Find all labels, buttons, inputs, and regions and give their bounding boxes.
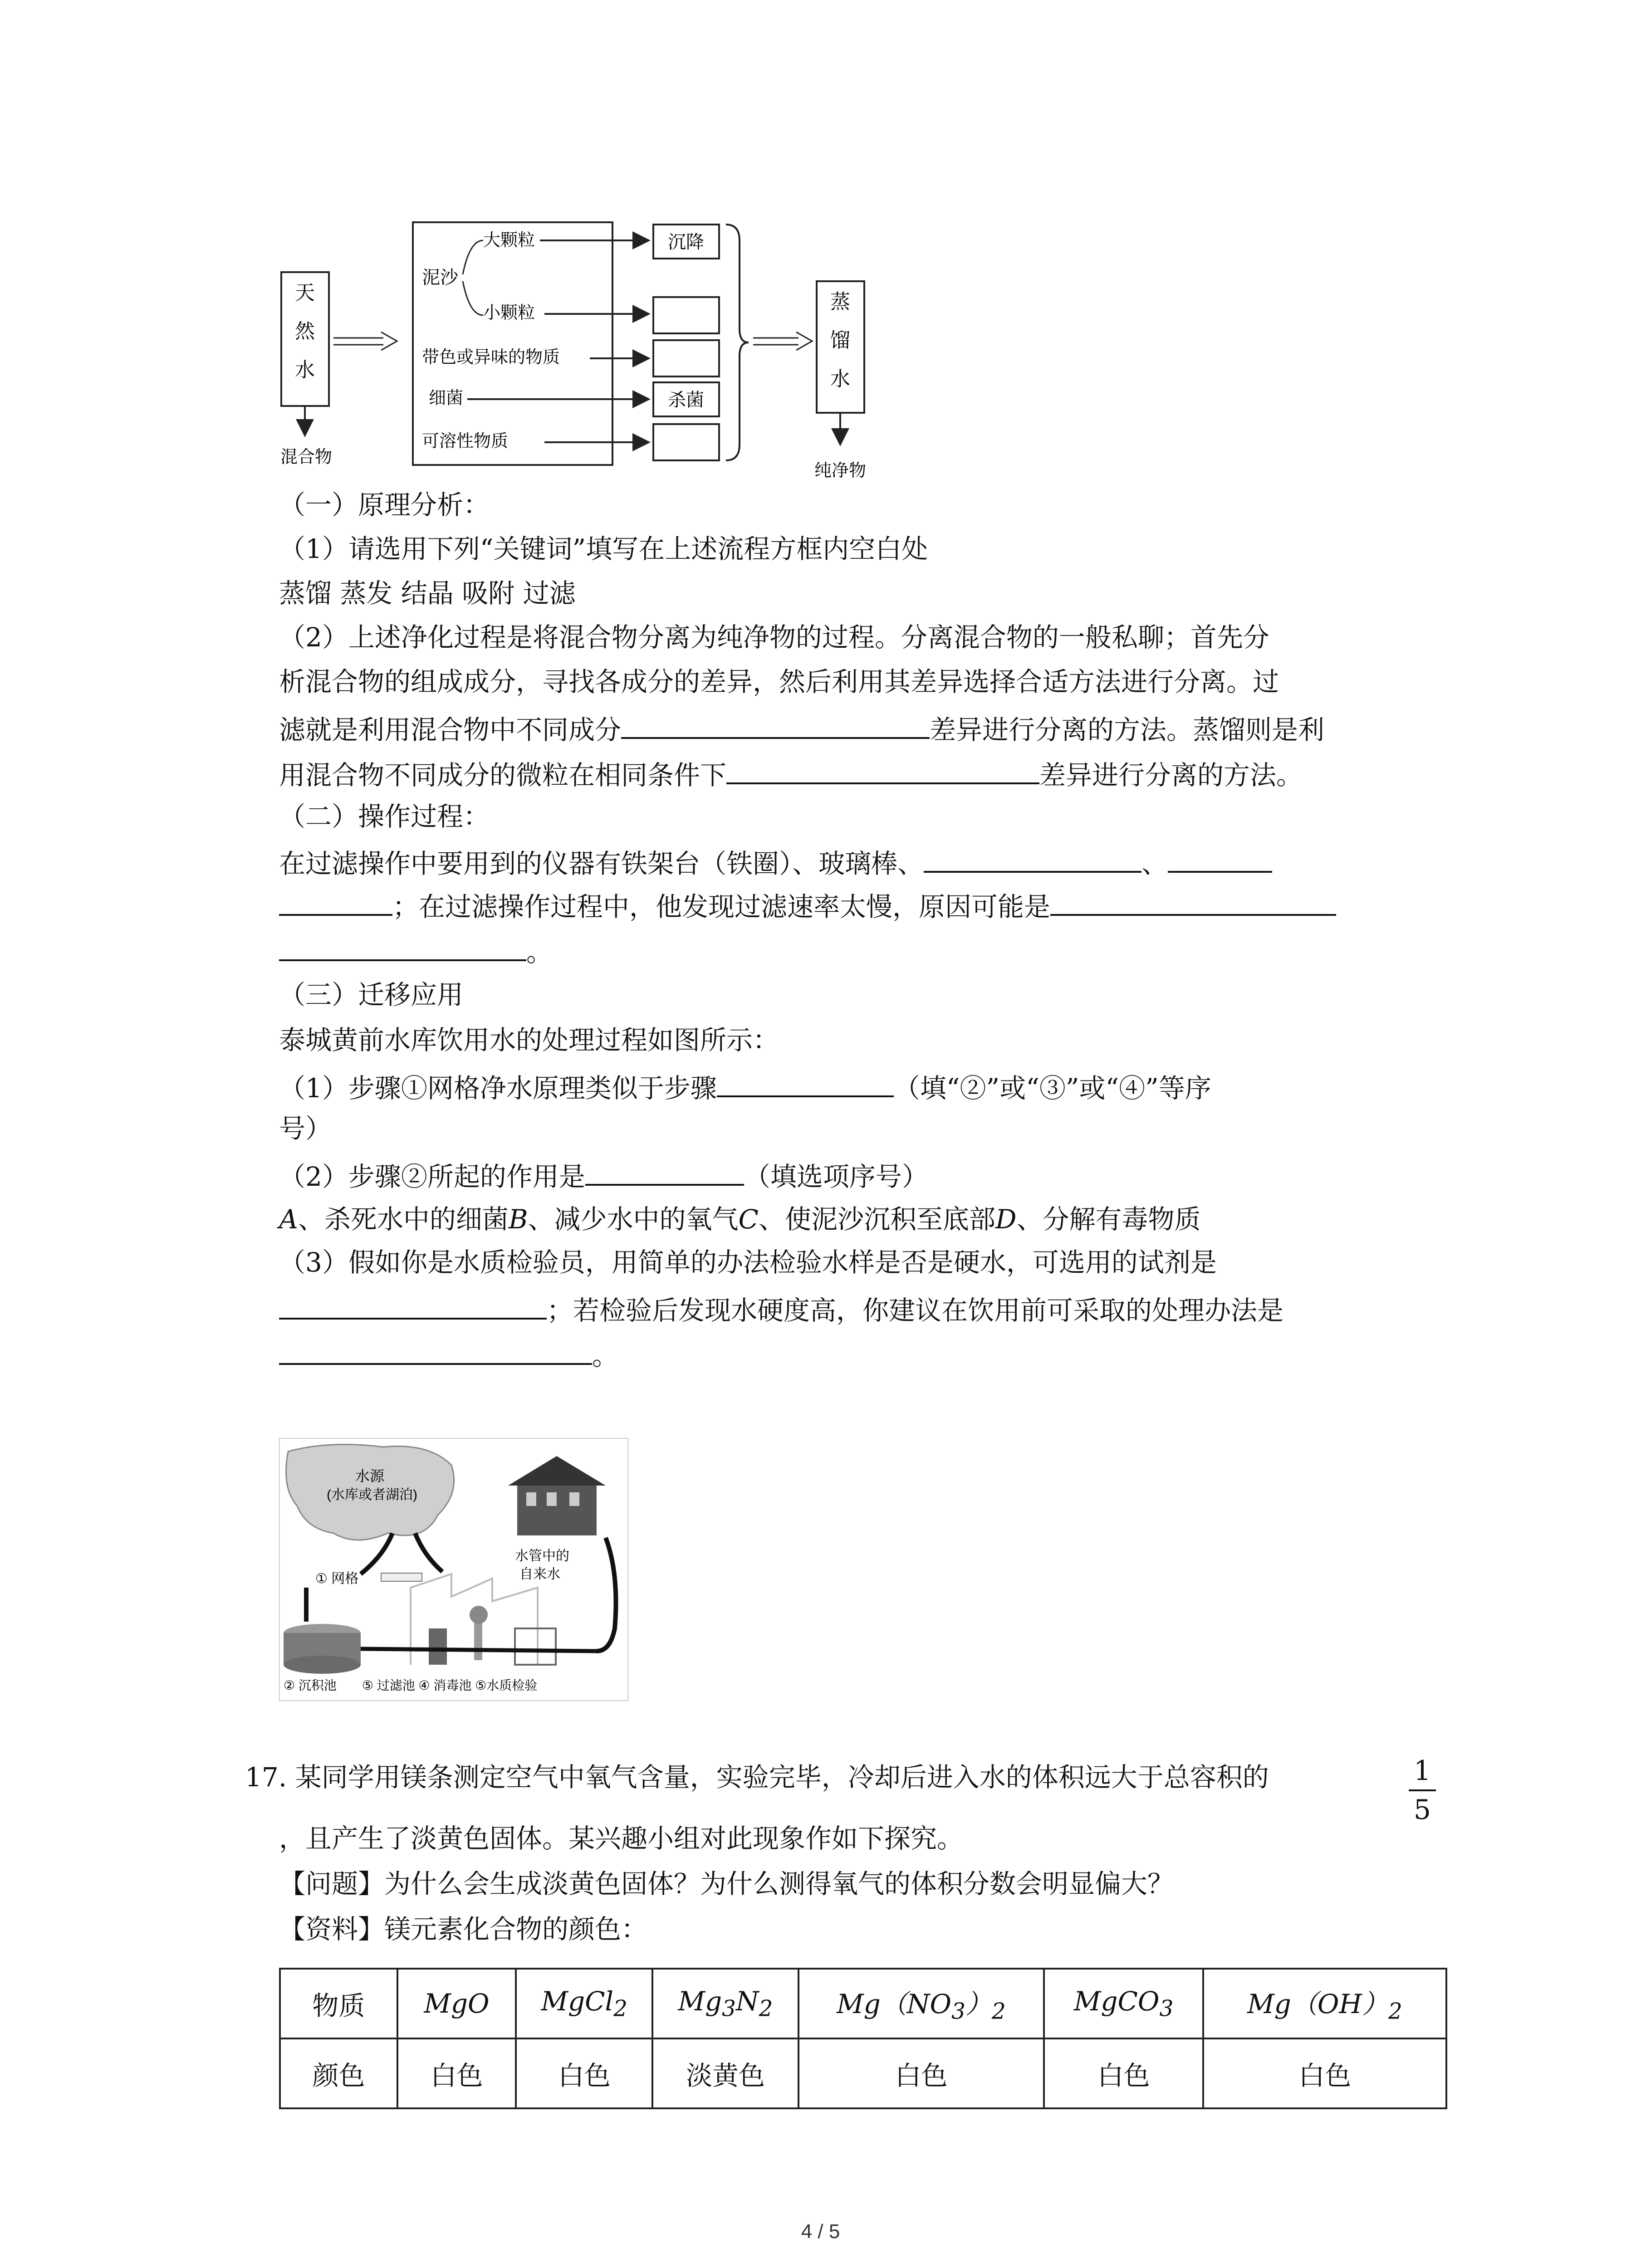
fraction-one-fifth — [1409, 1753, 1436, 1828]
section1-title: （一）原理分析： — [279, 489, 490, 520]
text: 差异进行分离的方法。 — [1039, 760, 1303, 791]
answer-blank-option[interactable] — [585, 1157, 744, 1186]
text: （填“②”或“③”或“④”等序 — [893, 1073, 1211, 1104]
option-c-letter: C — [738, 1204, 759, 1235]
text: 差异进行分离的方法。蒸馏则是利 — [930, 714, 1325, 745]
answer-blank-treatment[interactable] — [279, 1336, 592, 1365]
fraction-denominator: 5 — [1413, 1794, 1431, 1826]
answer-blank-instrument-2a[interactable] — [1168, 844, 1272, 873]
blank-box-3 — [653, 424, 719, 460]
blank-box-2 — [653, 340, 719, 376]
grid-icon — [381, 1573, 422, 1581]
answer-blank-step[interactable] — [717, 1068, 894, 1097]
formula-mg3n2: $Mg_3N_2$ — [652, 1969, 798, 2038]
sec3-q1-line-b: 号） — [279, 1113, 332, 1144]
distilled-char-1: 蒸 — [830, 291, 850, 313]
keywords: 蒸馏 蒸发 结晶 吸附 过滤 — [279, 578, 576, 609]
water-treatment-illustration — [279, 1438, 628, 1701]
color-cell: 白色 — [516, 2038, 652, 2108]
formula-mgcl2: MgCl$_2$ — [516, 1969, 652, 2038]
section3-title: （三）迁移应用 — [279, 979, 464, 1010]
purification-flow-diagram — [272, 213, 907, 494]
small-particle-label: 小颗粒 — [483, 303, 535, 323]
tianran-char-3: 水 — [295, 359, 315, 381]
row-label-substance: 物质 — [280, 1969, 397, 2038]
q17-line-2: ，且产生了淡黄色固体。某兴趣小组对此现象作如下探究。 — [279, 1823, 964, 1854]
text: 用混合物不同成分的微粒在相同条件下 — [279, 760, 727, 791]
sec3-options — [279, 1202, 1200, 1237]
option-a-letter: A — [279, 1204, 298, 1235]
table-row — [280, 1969, 1446, 2038]
formula-mgo: MgO — [397, 1969, 516, 2038]
text: 。 — [526, 937, 553, 968]
water-source-sub: (水库或者湖泊) — [327, 1487, 417, 1502]
sec1-q1: （1）请选用下列“关键词”填写在上述流程方框内空白处 — [279, 533, 928, 564]
text: ；若检验后发现水硬度高，你建议在饮用前可采取的处理办法是 — [547, 1295, 1284, 1326]
soluble-label: 可溶性物质 — [422, 432, 509, 451]
answer-blank-reagent[interactable] — [279, 1290, 547, 1320]
blank-box-1 — [653, 297, 719, 333]
text: 滤就是利用混合物中不同成分 — [279, 714, 622, 745]
pure-label: 纯净物 — [814, 461, 867, 480]
row-label-color: 颜色 — [280, 2038, 397, 2108]
formula-mgno32: $Mg(NO_3)_2$ — [798, 1969, 1044, 2038]
tianran-char-2: 然 — [295, 320, 315, 342]
fraction-bar — [1409, 1789, 1436, 1791]
sedimentation-box: 沉降 — [668, 232, 704, 252]
color-cell: 淡黄色 — [652, 2038, 798, 2108]
answer-blank-instrument-1[interactable] — [924, 844, 1141, 873]
formula-mgoh2: $Mg(OH)_2$ — [1203, 1969, 1446, 2038]
answer-blank-filtration[interactable] — [621, 710, 930, 739]
sec2-line-b — [279, 887, 1336, 924]
sec2-line-a — [279, 844, 1272, 881]
page-number: 4 / 5 — [801, 2220, 840, 2243]
question-number: 17. — [245, 1762, 287, 1793]
distilled-char-3: 水 — [830, 368, 850, 390]
text: 、 — [1141, 848, 1168, 879]
text: （1）步骤①网格净水原理类似于步骤 — [279, 1073, 717, 1104]
tap-label-2: 自来水 — [519, 1567, 560, 1582]
nisha-label: 泥沙 — [422, 268, 458, 288]
tianran-char-1: 天 — [295, 282, 315, 304]
grid-label: ① 网格 — [315, 1571, 359, 1586]
sec1-q2-line-a: （2）上述净化过程是将混合物分离为纯净物的过程。分离混合物的一般私聊；首先分 — [279, 622, 1269, 653]
tap-label-1: 水管中的 — [515, 1549, 569, 1564]
answer-blank-instrument-2b[interactable] — [279, 887, 392, 916]
fraction-numerator: 1 — [1413, 1755, 1431, 1787]
option-d-letter: D — [995, 1204, 1017, 1235]
sterilize-box: 杀菌 — [668, 390, 704, 410]
sec3-q2 — [279, 1157, 928, 1194]
sec3-q3-line-a: （3）假如你是水质检验员，用简单的办法检验水样是否是硬水，可选用的试剂是 — [279, 1247, 1217, 1278]
sec3-q3-line-b — [279, 1290, 1283, 1328]
option-b-text: 、减少水中的氧气 — [528, 1204, 739, 1235]
q17-line-1 — [245, 1760, 1269, 1794]
distilled-char-2: 馏 — [830, 329, 850, 352]
bacteria-label: 细菌 — [429, 389, 464, 408]
text: 在过滤操作中要用到的仪器有铁架台（铁圈）、玻璃棒、 — [279, 848, 924, 879]
process-steps-label: ② 沉积池 ⑤ 过滤池 ④ 消毒池 ⑤水质检验 — [284, 1678, 538, 1692]
water-source-label: 水源 — [355, 1468, 385, 1484]
color-cell: 白色 — [1044, 2038, 1203, 2108]
sec3-q3-line-c — [279, 1336, 618, 1373]
section2-title: （二）操作过程： — [279, 801, 490, 832]
colored-label: 带色或异味的物质 — [422, 348, 560, 367]
sec3-intro: 泰城黄前水库饮用水的处理过程如图所示： — [279, 1025, 779, 1056]
option-a-text: 、杀死水中的细菌 — [298, 1204, 509, 1235]
text: （填选项序号） — [744, 1161, 928, 1192]
q17-problem: 【问题】为什么会生成淡黄色固体？为什么测得氧气的体积分数会明显偏大？ — [279, 1868, 1174, 1899]
sec2-line-c — [279, 932, 553, 969]
text: 。 — [592, 1340, 619, 1371]
sec1-q2-line-d — [279, 755, 1303, 792]
answer-blank-reason-b[interactable] — [279, 932, 526, 961]
magnesium-compounds-table — [279, 1968, 1447, 2109]
mixture-label: 混合物 — [280, 448, 333, 467]
text: ；在过滤操作过程中，他发现过滤速率太慢，原因可能是 — [392, 891, 1051, 922]
q17-data: 【资料】镁元素化合物的颜色： — [279, 1914, 648, 1945]
color-cell: 白色 — [798, 2038, 1044, 2108]
answer-blank-reason-a[interactable] — [1050, 887, 1336, 916]
text: 某同学用镁条测定空气中氧气含量，实验完毕，冷却后进入水的体积远大于总容积的 — [295, 1762, 1269, 1793]
sec1-q2-line-b: 析混合物的组成成分，寻找各成分的差异，然后利用其差异选择合适方法进行分离。过 — [279, 666, 1279, 697]
text: （2）步骤②所起的作用是 — [279, 1161, 585, 1192]
color-cell: 白色 — [1203, 2038, 1446, 2108]
option-d-text: 、分解有毒物质 — [1016, 1204, 1201, 1235]
sec1-q2-line-c — [279, 710, 1324, 747]
color-cell: 白色 — [397, 2038, 516, 2108]
big-particle-label: 大颗粒 — [483, 231, 535, 250]
table-row — [280, 2038, 1446, 2108]
option-b-letter: B — [508, 1204, 528, 1235]
formula-mgco3: MgCO$_3$ — [1044, 1969, 1203, 2038]
option-c-text: 、使泥沙沉积至底部 — [758, 1204, 995, 1235]
answer-blank-distillation[interactable] — [726, 755, 1039, 784]
filter-pool-icon — [429, 1628, 447, 1665]
sec3-q1-line-a — [279, 1068, 1211, 1105]
